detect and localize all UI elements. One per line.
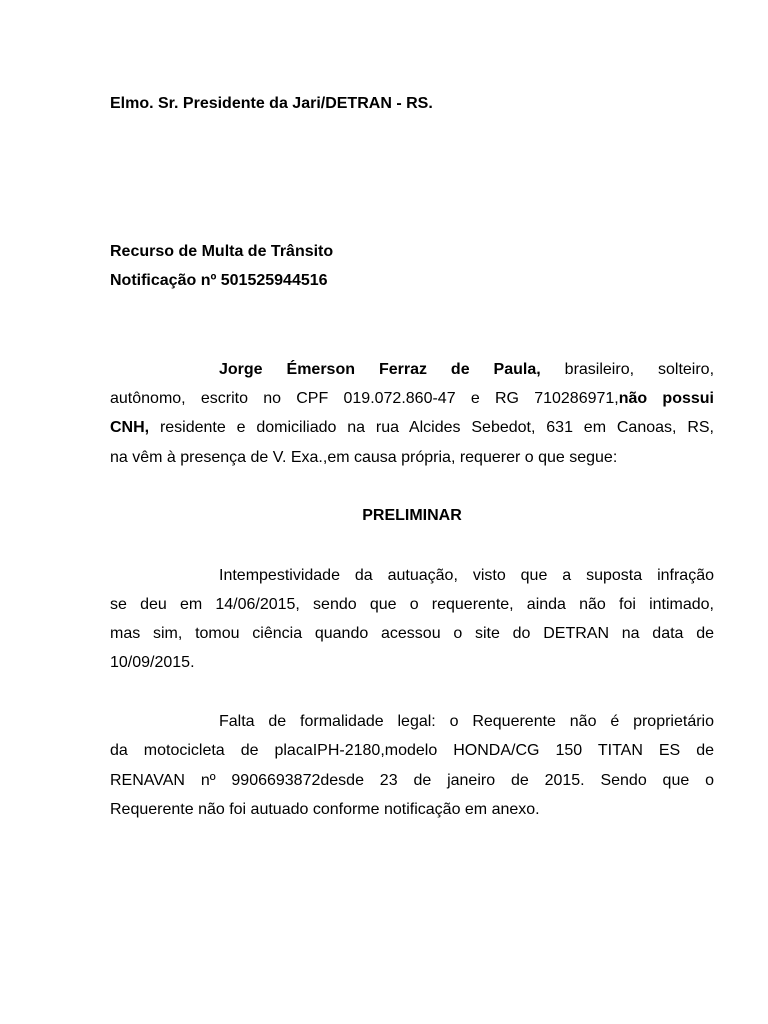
paragraph-2-line-2: da motocicleta de placaIPH-2180,modelo HONDA/CG 150 TITAN ES de [110,742,714,759]
intro-line-3-text: residente e domiciliado na rua Alcides Sebedot, 631 em Canoas, RS, [159,419,714,436]
intro-line-3-bold: CNH, [110,419,150,436]
intro-line-1 [110,360,714,380]
intro-line-2-text: autônomo, escrito no CPF 019.072.860-47 e RG 710286971, [110,390,619,407]
intro-line-1-text: brasileiro, solteiro, [564,361,715,378]
paragraph-1-line-4: 10/09/2015. [110,654,195,671]
paragraph-2-line-3: RENAVAN nº 9906693872desde 23 de janeiro de 2015. Sendo que o [110,772,714,789]
intro-line-2 [110,389,714,409]
subject-title: Recurso de Multa de Trânsito [110,243,334,260]
paragraph-1-line-3: mas sim, tomou ciência quando acessou o site do DETRAN na data de [110,625,714,642]
paragraph-1-line-2: se deu em 14/06/2015, sendo que o requerente, ainda não foi intimado, [110,596,714,613]
intro-line-4: na vêm à presença de V. Exa.,em causa própria, requerer o que segue: [110,449,618,466]
section-heading: PRELIMINAR [362,507,462,524]
paragraph-2-line-1: Falta de formalidade legal: o Requerente não é proprietário [219,713,714,730]
intro-line-2-bold: não possui [618,390,714,407]
paragraph-1-line-1: Intempestividade da autuação, visto que a suposta infração [219,567,714,584]
paragraph-2-line-4: Requerente não foi autuado conforme notificação em anexo. [110,801,540,818]
addressee-line: Elmo. Sr. Presidente da Jari/DETRAN - RS. [110,95,433,112]
notification-number: Notificação nº 501525944516 [110,272,328,289]
requester-name: Jorge Émerson Ferraz de Paula, [219,361,541,378]
intro-line-3 [110,418,714,438]
